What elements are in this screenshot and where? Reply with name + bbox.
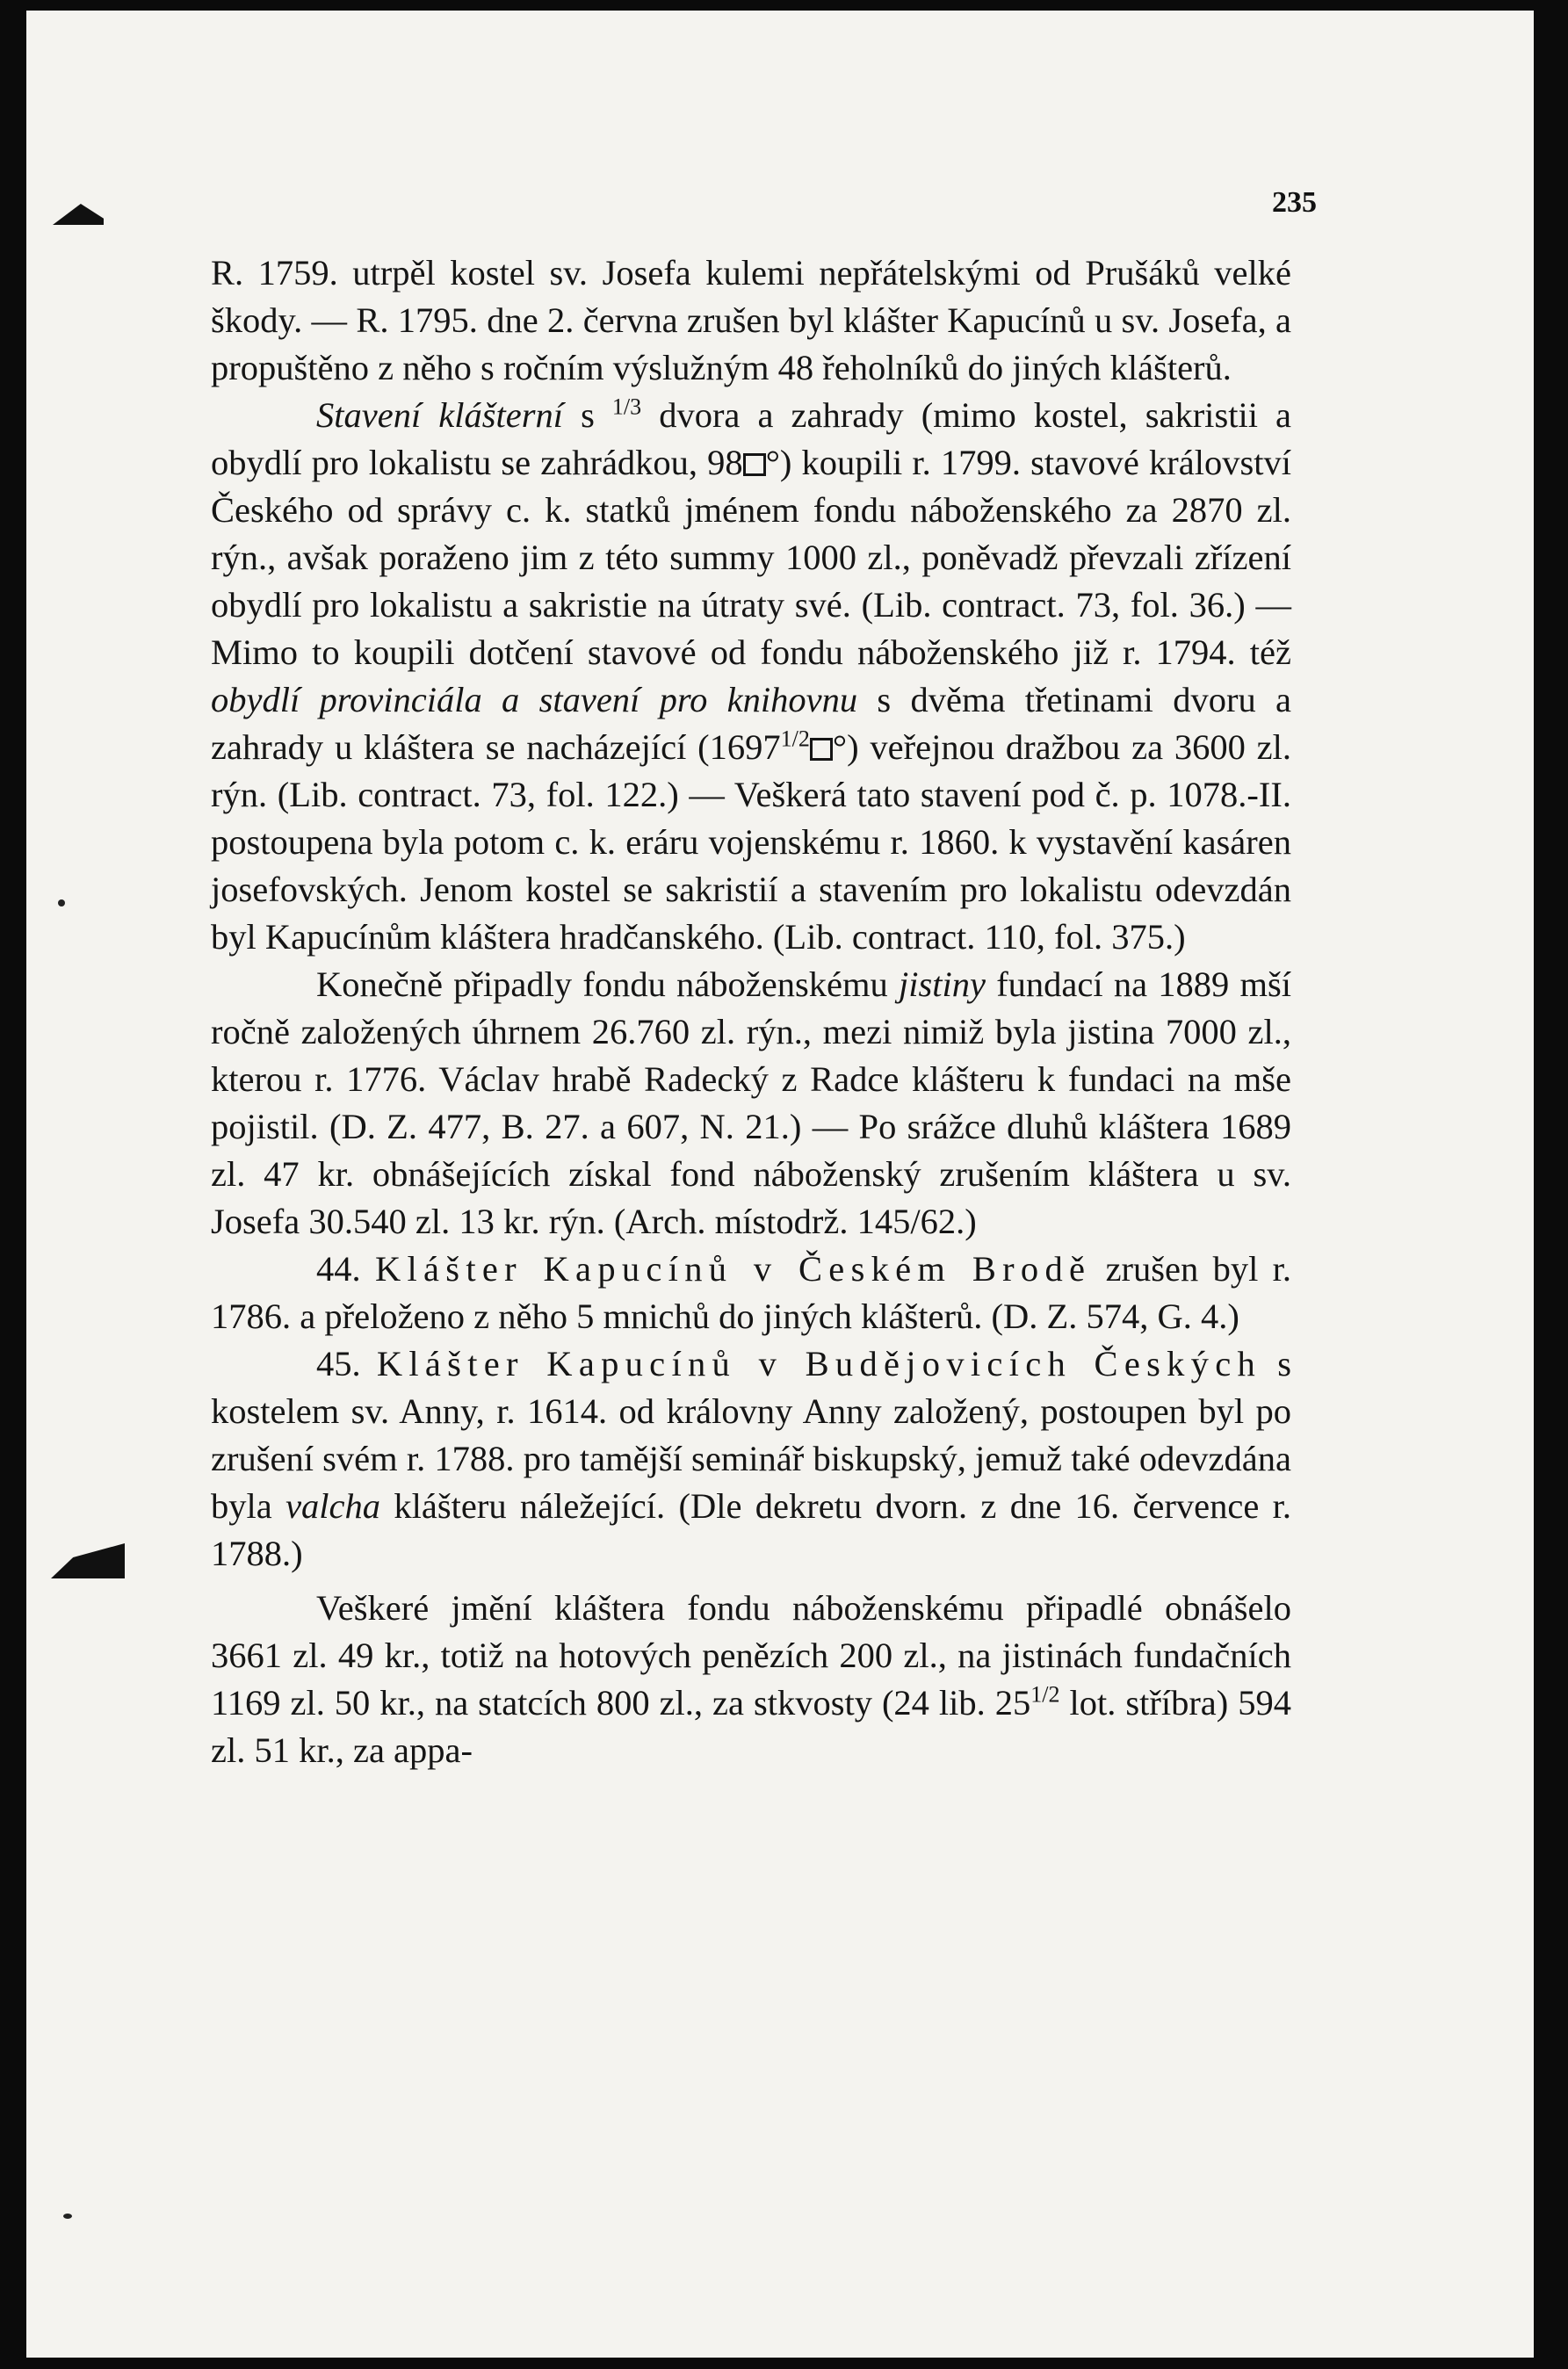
ink-mark xyxy=(53,204,104,225)
text-run: s dvěma třetinami dvoru a zahrady u kláštera se nacházející (1697 xyxy=(211,680,1291,767)
ink-speck xyxy=(58,899,65,906)
italic-phrase: jistiny xyxy=(898,964,986,1004)
fraction: 1/3 xyxy=(611,394,642,420)
page-number: 235 xyxy=(1272,186,1317,219)
section-number: 44. xyxy=(316,1249,361,1289)
text-run: lot. stříbra) 594 zl. 51 kr., za appa- xyxy=(211,1683,1291,1770)
italic-phrase: valcha xyxy=(285,1486,381,1526)
text-run: fundací na 1889 mší ročně založených úhrnem 26.760 zl. rýn., mezi nimiž byla jistina 7000 zl., kterou r. 1776. Václav hrabě Radecký z Radce klášteru k fundaci na mše pojistil. (D. Z. 477, B. 27. a 607, N. 21.) — Po srážce dluhů kláštera 1689 zl. 47 kr. obnášejících získal fond náboženský zrušením kláštera u sv. Josefa 30.540 zl. 13 kr. rýn. (Arch. místodrž. 145/62.) xyxy=(211,964,1292,1241)
ink-speck xyxy=(63,2214,72,2219)
text-run: veřejnou dražbou za 3600 zl. rýn. (Lib. contract. 73, fol. 122.) — Veškerá tato stavení pod č. p. 1078.-II. postoupena byla potom c. k. eráru vojenskému r. 1860. k vystavění kasáren josefovských. Jenom kostel se sakristií a stavením pro lokalistu odevzdán byl Kapucínům kláštera hradčanského. (Lib. contract. 110, fol. 375.) xyxy=(211,727,1291,957)
fraction: 1/2 xyxy=(1030,1681,1060,1708)
ink-mark xyxy=(51,1543,125,1578)
section-heading: Klášter Kapucínů v Českém Brodě xyxy=(374,1249,1092,1289)
square-symbol xyxy=(810,738,833,761)
text-run: s xyxy=(581,395,595,435)
body-text xyxy=(211,249,1291,1774)
text-run: Veškeré jmění kláštera fondu náboženskému připadlé obnášelo 3661 zl. 49 kr., totiž na hotových penězích 200 zl., na jistinách fundačních 1169 zl. 50 kr., na statcích 800 zl., za stkvosty (24 lib. 25 xyxy=(211,1588,1291,1723)
square-symbol xyxy=(743,453,766,476)
document-page xyxy=(26,11,1534,2358)
text-run: °) xyxy=(832,727,859,767)
paragraph: R. 1759. utrpěl kostel sv. Josefa kulemi nepřátelskými od Prušáků velké škody. — R. 1795. dne 2. června zrušen byl klášter Kapucínů u sv. Josefa, a propuštěno z něho s ročním výslužným 48 řeholníků do jiných klášterů. xyxy=(211,253,1291,387)
text-run: klášteru náležející. (Dle dekretu dvorn. z dne 16. července r. 1788.) xyxy=(211,1486,1292,1573)
paragraph xyxy=(211,392,1291,961)
paragraph xyxy=(211,1585,1291,1774)
text-run: Konečně připadly fondu náboženskému xyxy=(316,964,888,1004)
section-heading: Klášter Kapucínů v Budějovicích Českých xyxy=(376,1344,1262,1383)
text-run: jménem fondu náboženského za 2870 zl. rýn., avšak poraženo jim z této summy 1000 zl., poněvadž převzali zřízení obydlí pro lokalistu a sakristie na útraty své. (Lib. contract. 73, fol. 36.) — Mimo to koupili dotčení stavové od fondu náboženského již r. 1794. též xyxy=(211,490,1292,672)
paragraph xyxy=(211,1246,1291,1340)
italic-phrase: Stavení klášterní xyxy=(316,395,563,435)
text-run: zrušen byl r. 1786. a přeloženo z něho 5 mnichů do jiných klášterů. (D. Z. 574, G. 4.) xyxy=(211,1249,1291,1336)
section-number: 45. xyxy=(316,1344,361,1383)
text-run: s kostelem sv. Anny, r. 1614. od královny Anny založený, postoupen byl po zrušení svém r. 1788. pro tamější seminář biskupský, jemuž také odevzdána byla xyxy=(211,1344,1291,1526)
text-run: °) koupili r. 1799. stavové království Českého od správy c. k. statků xyxy=(211,443,1291,530)
italic-phrase: obydlí provinciála a stavení pro knihovnu xyxy=(211,680,858,719)
fraction: 1/2 xyxy=(780,726,810,752)
paragraph xyxy=(211,961,1291,1246)
paragraph xyxy=(211,1340,1291,1578)
text-run: dvora a zahrady (mimo kostel, sakristii a obydlí pro lokalistu se zahrádkou, 98 xyxy=(211,395,1291,482)
